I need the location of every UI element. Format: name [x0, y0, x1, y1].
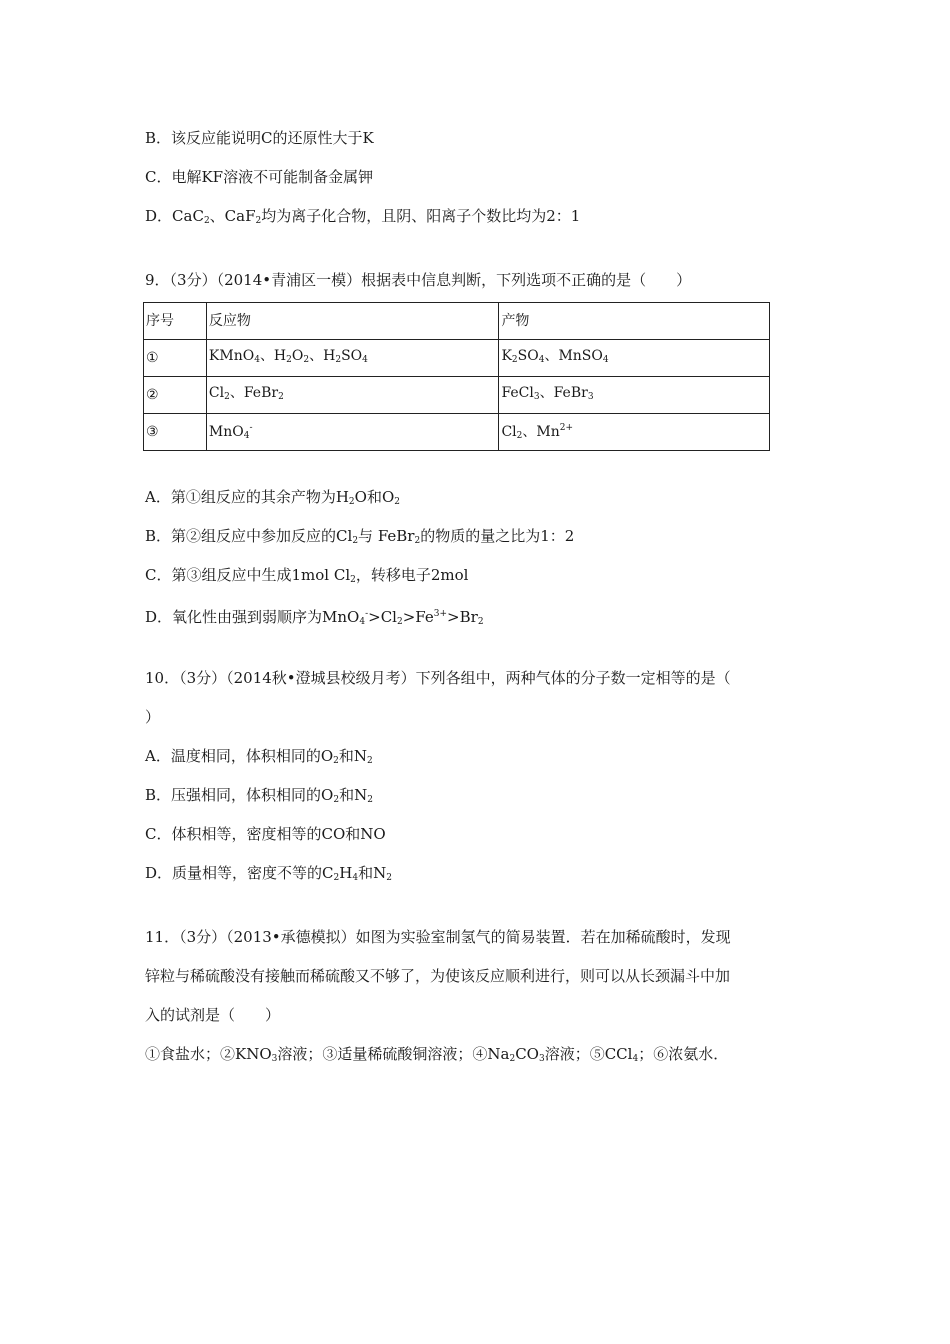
q10-stem-line2: ）: [145, 708, 161, 726]
row-reactants: MnO$_4$-: [206, 414, 499, 451]
header-reactants: 反应物: [206, 303, 499, 340]
table-row: [144, 377, 770, 414]
table-header-row: [144, 303, 770, 340]
q8-option-b: B．该反应能说明C的还原性大于K: [145, 129, 374, 147]
table-row: [144, 340, 770, 377]
q8-option-c: C．电解KF溶液不可能制备金属钾: [145, 168, 374, 186]
q9-option-b: B．第②组反应中参加反应的$Cl_2$与 FeBr$_2$的物质的量之比为1：2: [145, 527, 575, 546]
row-products: $Cl_2$、$Mn^{2+}$: [499, 414, 770, 451]
row-reactants: $Cl_2$、FeBr$_2$: [206, 377, 499, 414]
row-no: ①: [144, 340, 207, 377]
header-products: 产物: [499, 303, 770, 340]
q11-stem-line1: 11．（3分）（2013•承德模拟）如图为实验室制氢气的简易装置．若在加稀硫酸时，发现: [145, 928, 731, 946]
q9-option-d: D．氧化性由强到弱顺序为$MnO_4^->Cl_2>Fe^{3+}>Br_2$: [145, 608, 484, 627]
q10-option-c: C．体积相等，密度相等的CO和NO: [145, 825, 386, 843]
row-products: $K_2SO_4$、MnSO$_4$: [499, 340, 770, 377]
q11-stem-line3: 入的试剂是（ ）: [145, 1006, 281, 1024]
q9-stem: 9．（3分）（2014•青浦区一模）根据表中信息判断，下列选项不正确的是（ ）: [145, 271, 692, 289]
header-no: 序号: [144, 303, 207, 340]
q11-stem-line2: 锌粒与稀硫酸没有接触而稀硫酸又不够了，为使该反应顺利进行，则可以从长颈漏斗中加: [145, 967, 731, 985]
q9-option-c: C．第③组反应中生成1mol $Cl_2$，转移电子2mol: [145, 566, 469, 585]
row-reactants: KMnO$_4$、$H_2O_2$、$H_2SO_4$: [206, 340, 499, 377]
q10-option-b: B．压强相同，体积相同的$O_2$和$N_2$: [145, 786, 373, 805]
q8-option-d: D．CaC$_2$、CaF$_2$均为离子化合物，且阴、阳离子个数比均为2：1: [145, 207, 581, 226]
q10-option-a: A．温度相同，体积相同的$O_2$和$N_2$: [145, 747, 373, 766]
q11-reagents: ①食盐水；$②KNO_3$溶液；③适量稀硫酸铜溶液；$④Na_2CO_3$溶液；⑤CCl$_4$；⑥浓氨水．: [145, 1045, 729, 1064]
table-row: [144, 414, 770, 451]
row-no: ②: [144, 377, 207, 414]
q10-option-d: D．质量相等，密度不等的$C_2H_4$和$N_2$: [145, 864, 392, 883]
q9-option-a: A．第①组反应的其余产物为$H_2O$和$O_2$: [145, 488, 400, 507]
q10-stem-line1: 10．（3分）（2014秋•澄城县校级月考）下列各组中，两种气体的分子数一定相等的是（: [145, 669, 731, 687]
row-products: FeCl$_3$、FeBr$_3$: [499, 377, 770, 414]
q9-table: [143, 302, 770, 451]
row-no: ③: [144, 414, 207, 451]
